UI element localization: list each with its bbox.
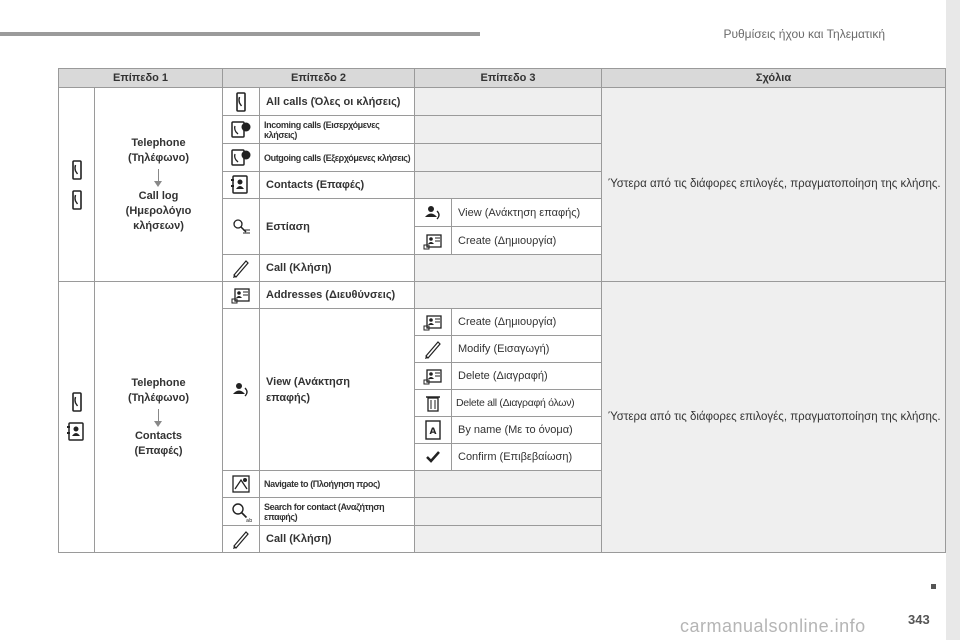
addresses-icon [230,284,252,306]
confirm-check-icon [422,446,444,468]
incoming-call-icon [230,119,252,141]
header-level-3: Επίπεδο 3 [415,69,602,88]
down-arrow-icon [158,409,159,423]
menu-item-focus[interactable]: Εστίαση [260,199,415,255]
empty-cell [415,116,602,144]
level0-icons-contacts [59,282,95,553]
empty-cell [415,255,602,282]
phone-list-icon [230,91,252,113]
level1-label-telephone: Telephone [131,376,186,389]
empty-cell [415,498,602,526]
page-header-title: Ρυθμίσεις ήχου και Τηλεματική [723,27,885,41]
contacts-icon [66,421,88,443]
menu-item-outgoing-calls[interactable]: Outgoing calls (Εξερχόμενες κλήσεις) [260,144,415,172]
delete-icon [422,365,444,387]
header-comments: Σχόλια [602,69,946,88]
menu-item-modify[interactable]: Modify (Εισαγωγή) [452,336,602,363]
menu-item-all-calls[interactable]: All calls (Όλες οι κλήσεις) [260,88,415,116]
menu-item-contacts[interactable]: Contacts (Επαφές) [260,172,415,199]
create-icon [422,311,444,333]
side-tab [946,0,960,640]
phone-list-icon [66,189,88,211]
phone-icon [66,391,88,413]
menu-item-delete-all[interactable]: Delete all (Διαγραφή όλων) [452,390,602,417]
call-icon [230,528,252,550]
menu-item-by-name[interactable]: By name (Με το όνομα) [452,417,602,444]
menu-item-call[interactable]: Call (Κλήση) [260,255,415,282]
call-icon [230,257,252,279]
menu-item-addresses[interactable]: Addresses (Διευθύνσεις) [260,282,415,309]
by-name-icon [422,419,444,441]
menu-table [58,68,946,553]
comment-contacts: Ύστερα από τις διάφορες επιλογές, πραγματοποίηση της κλήσης. [602,282,946,553]
menu-item-incoming-calls[interactable]: Incoming calls (Εισερχόμενες κλήσεις) [260,116,415,144]
empty-cell [415,88,602,116]
level1-label-telephone-gr: (Τηλέφωνο) [127,391,190,404]
search-contact-icon [230,501,252,523]
menu-item-view[interactable]: View (Ανάκτηση επαφής) [260,309,415,471]
level1-call-log [95,88,223,282]
down-arrow-icon [158,169,159,183]
level1-label-calllog-gr2: κλήσεων) [133,219,184,232]
empty-cell [415,282,602,309]
empty-cell [415,172,602,199]
view-icon [230,379,252,401]
menu-item-confirm[interactable]: Confirm (Επιβεβαίωση) [452,444,602,471]
menu-item-search-contact[interactable]: Search for contact (Αναζήτηση επαφής) [260,498,415,526]
create-contact-icon [422,230,444,252]
empty-cell [415,526,602,553]
empty-cell [415,471,602,498]
delete-all-icon [422,392,444,414]
table-header-row [59,69,946,88]
top-rule [0,32,480,36]
watermark: carmanualsonline.info [680,616,866,636]
level1-label-calllog-gr1: (Ημερολόγιο [125,204,192,217]
header-level-1: Επίπεδο 1 [59,69,223,88]
contacts-icon [230,174,252,196]
level1-contacts [95,282,223,553]
comment-call-log: Ύστερα από τις διάφορες επιλογές, πραγματοποίηση της κλήσης. [602,88,946,282]
menu-item-view-contact[interactable]: View (Ανάκτηση επαφής) [452,199,602,227]
empty-cell [415,144,602,172]
page-number: 343 [908,612,930,627]
level1-label-telephone-gr: (Τηλέφωνο) [127,151,190,164]
level1-label-contacts: Contacts [134,429,183,442]
menu-item-delete[interactable]: Delete (Διαγραφή) [452,363,602,390]
outgoing-call-icon [230,147,252,169]
navigate-icon [230,473,252,495]
modify-icon [422,338,444,360]
focus-icon [230,216,252,238]
page-marker [931,584,936,589]
menu-item-call[interactable]: Call (Κλήση) [260,526,415,553]
menu-item-navigate[interactable]: Navigate to (Πλοήγηση προς) [260,471,415,498]
menu-item-create[interactable]: Create (Δημιουργία) [452,309,602,336]
menu-item-create-contact[interactable]: Create (Δημιουργία) [452,227,602,255]
level1-label-telephone: Telephone [131,136,186,149]
level1-label-calllog: Call log [138,189,179,202]
level1-label-contacts-gr: (Επαφές) [134,444,183,457]
phone-icon [66,159,88,181]
level0-icons-call-log [59,88,95,282]
header-level-2: Επίπεδο 2 [223,69,415,88]
view-contact-icon [422,202,444,224]
